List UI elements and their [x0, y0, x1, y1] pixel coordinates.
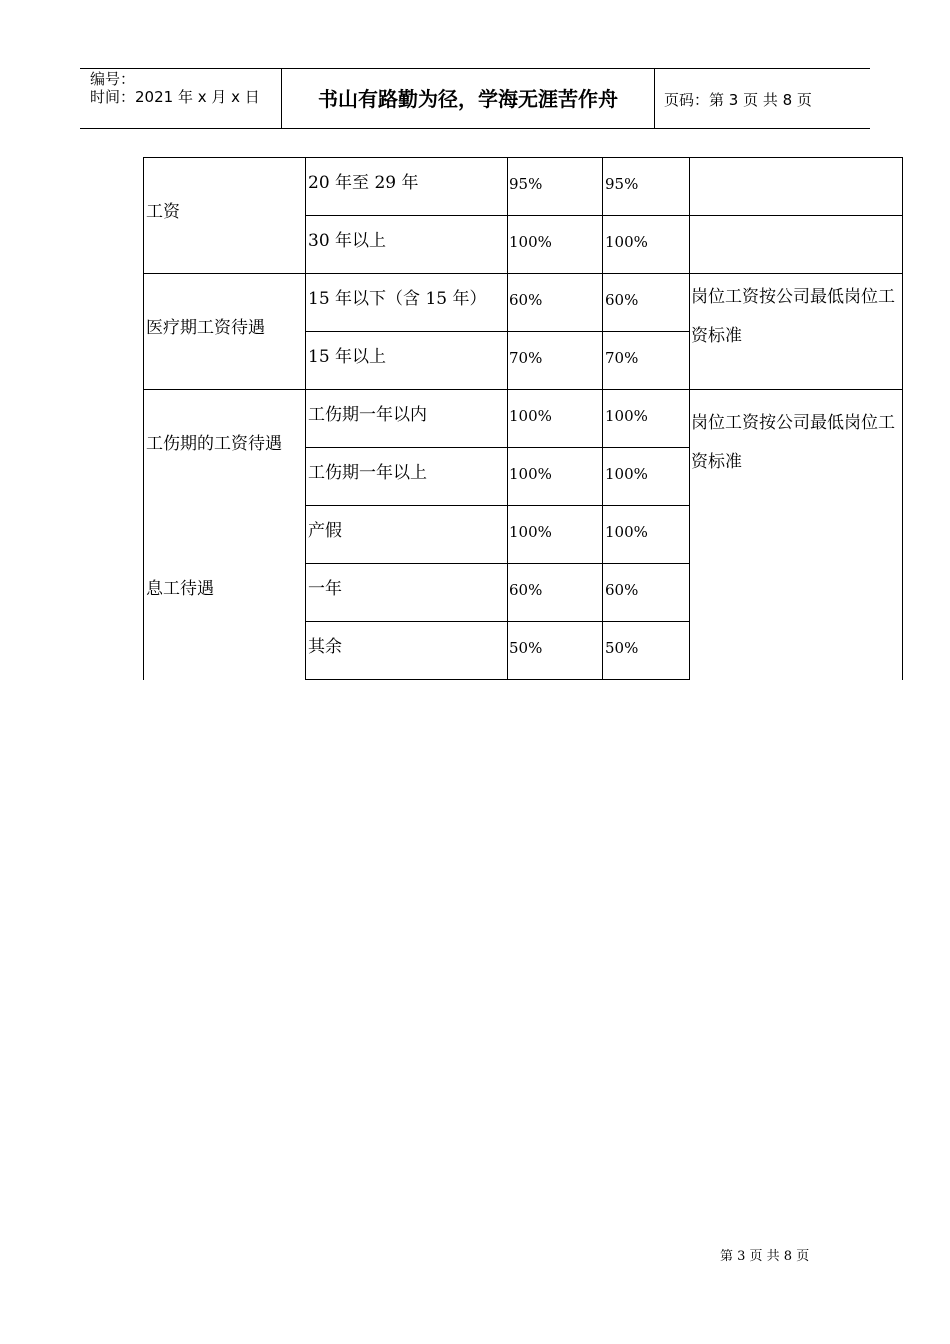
percent-cell: 100% [509, 523, 552, 541]
percent-cell: 100% [509, 407, 552, 425]
table-top-border [143, 157, 903, 158]
item-cell: 30 年以上 [308, 231, 387, 251]
column-divider [602, 157, 603, 680]
item-cell: 工伤期一年以上 [308, 463, 427, 483]
row-divider [305, 505, 689, 506]
header-motto: 书山有路勤为径，学海无涯苦作舟 [318, 87, 618, 111]
item-cell: 产假 [308, 521, 342, 541]
column-divider [143, 157, 144, 680]
row-divider [143, 273, 903, 274]
percent-cell: 100% [509, 233, 552, 251]
item-cell: 15 年以下（含 15 年） [308, 289, 487, 309]
percent-cell: 60% [509, 291, 543, 309]
row-divider [305, 215, 903, 216]
percent-cell: 50% [509, 639, 543, 657]
header-divider [654, 68, 655, 129]
percent-cell: 60% [509, 581, 543, 599]
header-page-number: 页码：第 3 页 共 8 页 [664, 91, 812, 109]
percent-cell: 100% [605, 465, 648, 483]
row-divider [305, 331, 689, 332]
table-bottom-border [305, 679, 689, 680]
item-cell: 工伤期一年以内 [308, 405, 427, 425]
row-divider [305, 447, 689, 448]
column-divider [305, 157, 306, 680]
item-cell: 一年 [308, 579, 342, 599]
category-label: 工资 [146, 202, 180, 222]
footer-page-number: 第 3 页 共 8 页 [720, 1249, 810, 1264]
row-divider [305, 563, 689, 564]
percent-cell: 70% [605, 349, 639, 367]
item-cell: 其余 [308, 637, 342, 657]
item-cell: 15 年以上 [308, 347, 387, 367]
percent-cell: 95% [509, 175, 543, 193]
document-date-label: 时间：2021 年 x 月 x 日 [90, 88, 260, 106]
percent-cell: 60% [605, 581, 639, 599]
header-top-rule [80, 68, 870, 69]
document-number-label: 编号： [90, 70, 136, 88]
category-label: 工伤期的工资待遇 [146, 434, 282, 454]
row-divider [305, 621, 689, 622]
item-cell: 20 年至 29 年 [308, 173, 419, 193]
percent-cell: 70% [509, 349, 543, 367]
percent-cell: 95% [605, 175, 639, 193]
category-label: 医疗期工资待遇 [146, 318, 265, 338]
note-cell: 岗位工资按公司最低岗位工资标准 [691, 287, 895, 346]
percent-cell: 60% [605, 291, 639, 309]
percent-cell: 100% [509, 465, 552, 483]
column-divider [689, 157, 690, 680]
percent-cell: 100% [605, 407, 648, 425]
percent-cell: 100% [605, 523, 648, 541]
note-cell: 岗位工资按公司最低岗位工资标准 [691, 413, 895, 472]
percent-cell: 50% [605, 639, 639, 657]
category-label: 息工待遇 [146, 579, 214, 599]
row-divider [143, 389, 903, 390]
percent-cell: 100% [605, 233, 648, 251]
column-divider [507, 157, 508, 680]
header-bottom-rule [80, 128, 870, 129]
